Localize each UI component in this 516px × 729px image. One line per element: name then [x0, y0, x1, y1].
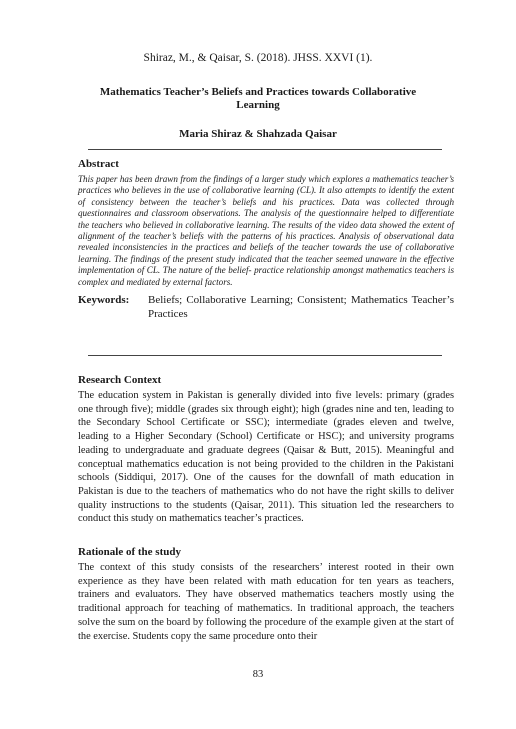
rationale-heading: Rationale of the study: [78, 546, 181, 558]
page-number: 83: [252, 669, 264, 680]
abstract-heading: Abstract: [78, 158, 119, 170]
research-context-heading: Research Context: [78, 374, 162, 386]
divider-bottom: [88, 355, 442, 356]
paper-title: Mathematics Teacher’s Beliefs and Practices towards Collaborative Learning: [99, 86, 417, 111]
running-header-citation: Shiraz, M., & Qaisar, S. (2018). JHSS. XXVI (1).: [143, 52, 373, 64]
rationale-body: The context of this study consists of the researchers’ interest rooted in their own experience as they have been related with math education for ten years as teachers, trainers and evaluators. They have observed mathematics teachers mostly using the traditional approach for teaching of mathematics. In traditional approach, the teachers solve the sum on the board by following the procedure of the example given at the start of the exercise. Students copy the same procedure onto their: [78, 562, 454, 642]
abstract-body: This paper has been drawn from the findings of a larger study which explores a mathematics teacher’s practices who believes in the use of collaborative learning (CL). It also attempts to identify the extent of consistency between the teacher’s beliefs and his practices. Data was collected through questionnaires and classroom observations. The analysis of the questionnaire helped to differentiate the teachers who believed in collaborative learning. The results of the video data showed the extent of alignment of the teacher’s beliefs with the patterns of his practices. Analysis of observational data revealed inconsistencies in the practices and beliefs of the teacher towards the use of collaborative learning. The findings of the present study indicated that the teacher seemed unaware in the effective implementation of CL. The nature of the belief- practice relationship amongst mathematics teachers is complex and mediated by external factors.: [78, 174, 454, 287]
keywords-label: Keywords:: [78, 294, 130, 306]
keywords-text: Beliefs; Collaborative Learning; Consistent; Mathematics Teacher’s Practices: [148, 294, 454, 320]
paper-authors: Maria Shiraz & Shahzada Qaisar: [179, 128, 337, 140]
divider-top: [88, 149, 442, 150]
research-context-body: The education system in Pakistan is generally divided into five levels: primary (grades one through five); middle (grades six through eight); high (grades nine and ten, leading to the Secondary School Certificate or SSC); intermediate (grades eleven and twelve, leading to a Higher Secondary (School) Certificate or HSC); and university programs leading to undergraduate and graduate degrees (Qaisar & Butt, 2015). Meaningful and conceptual mathematics education is not being provided to the children in the Pakistani schools (Siddiqui, 2017). One of the causes for the downfall of math education in Pakistan is due to the teachers of mathematics who do not have the right skills to deliver quality instructions to the students (Qaisar, 2011). This situation led the researchers to conduct this study on mathematics teacher’s practices.: [78, 390, 454, 525]
